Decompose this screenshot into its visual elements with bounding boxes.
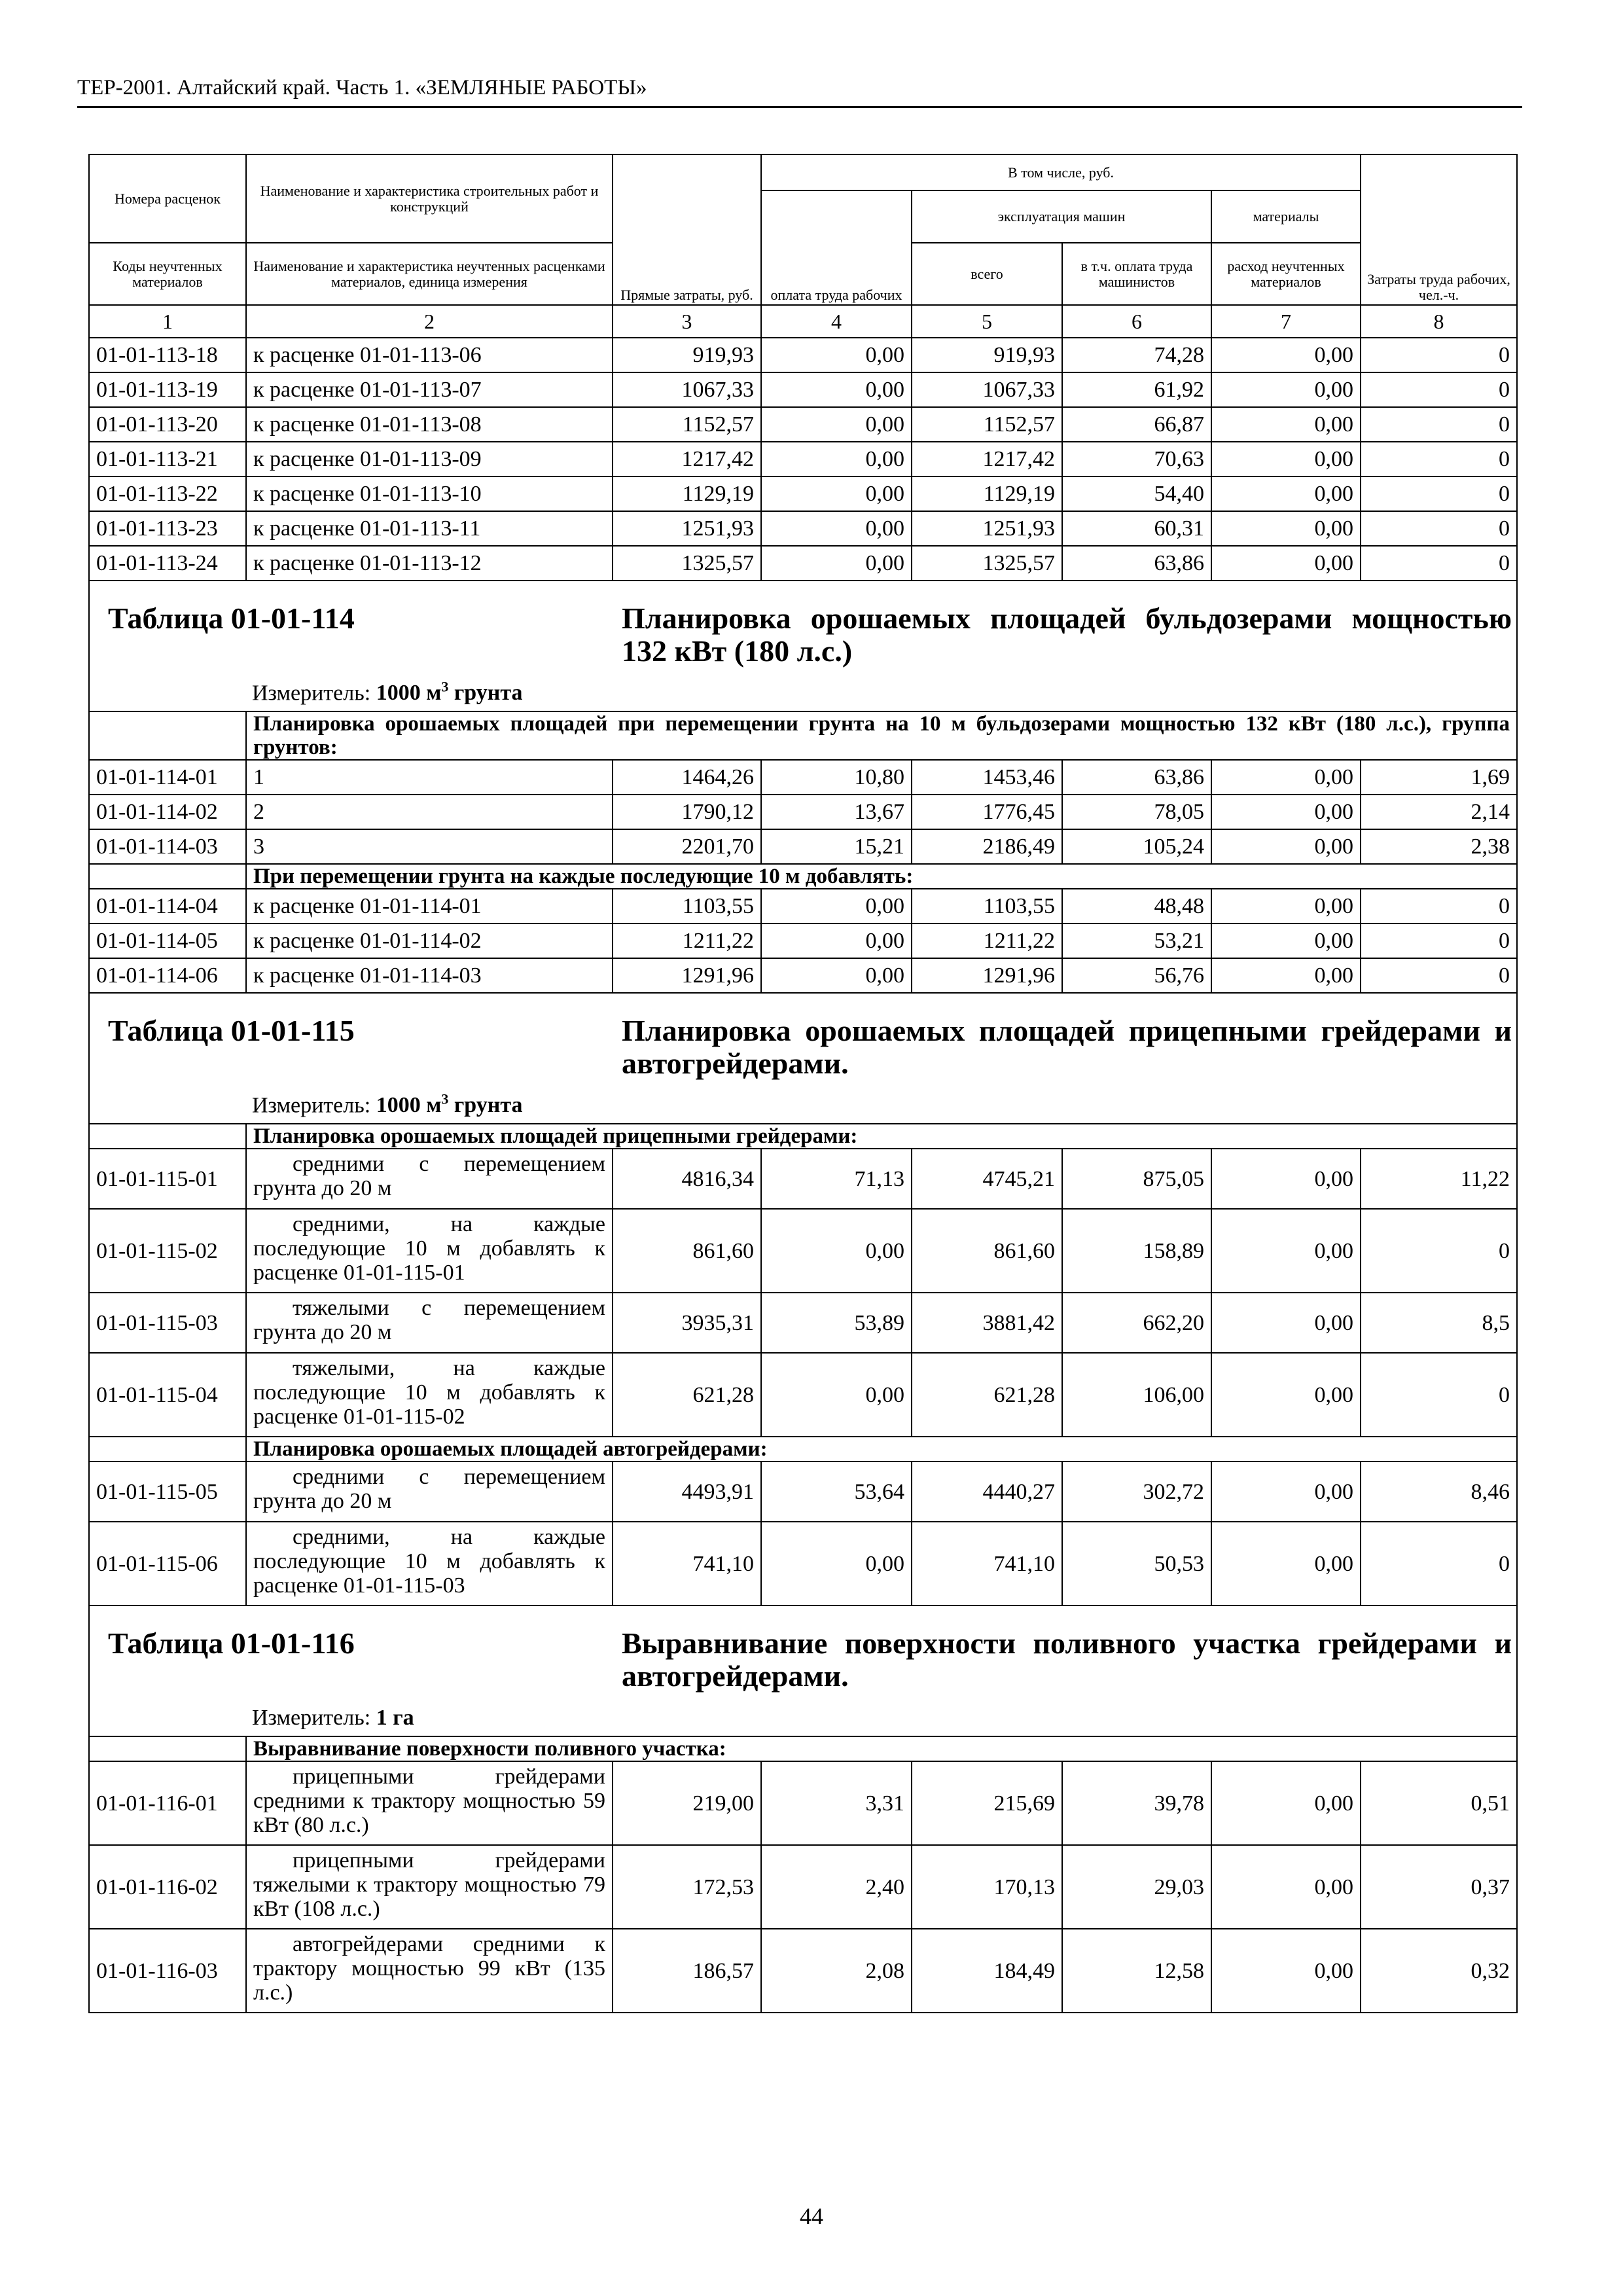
table-row [89,924,1517,958]
meter-value: 1 га [376,1706,414,1730]
rate-code: 01-01-114-03 [89,829,246,864]
materials-cell: 0,00 [1211,1522,1361,1605]
rate-code: 01-01-114-02 [89,795,246,829]
direct-cost-cell: 1211,22 [613,924,761,958]
machines-total-cell: 621,28 [912,1353,1062,1437]
col-number: 4 [761,305,912,338]
col-including: В том числе, руб. [761,154,1361,190]
table-description: Планировка орошаемых площадей прицепными грейдерами и автогрейдерами. [622,1014,1512,1080]
labor-cell: 2,14 [1361,795,1517,829]
machines-total-cell: 4440,27 [912,1462,1062,1522]
labor-cell: 0 [1361,442,1517,476]
materials-cell: 0,00 [1211,958,1361,993]
work-description: автогрейдерами средними к трактору мощностью 99 кВт (135 л.с.) [246,1929,613,2013]
col-material-codes: Коды неучтенных материалов [89,243,246,305]
labor-cell: 0,37 [1361,1845,1517,1929]
machines-wages-cell: 56,76 [1062,958,1211,993]
materials-cell: 0,00 [1211,889,1361,924]
col-work-name: Наименование и характеристика строительных работ и конструкций [246,154,613,243]
direct-cost-cell: 1067,33 [613,372,761,407]
machines-wages-cell: 63,86 [1062,546,1211,581]
materials-cell: 0,00 [1211,1929,1361,2013]
meter-label: Измеритель: [252,681,371,705]
col-material-names: Наименование и характеристика неучтенных расценками материалов, единица измерения [246,243,613,305]
table-row [89,1293,1517,1353]
machines-total-cell: 741,10 [912,1522,1062,1605]
materials-cell: 0,00 [1211,795,1361,829]
machines-wages-cell: 70,63 [1062,442,1211,476]
col-rate-numbers: Номера расценок [89,154,246,243]
machines-total-cell: 1103,55 [912,889,1062,924]
materials-cell: 0,00 [1211,546,1361,581]
labor-cell: 2,38 [1361,829,1517,864]
col-machines: эксплуатация машин [912,190,1211,243]
machines-wages-cell: 78,05 [1062,795,1211,829]
col-number: 3 [613,305,761,338]
machines-wages-cell: 54,40 [1062,476,1211,511]
materials-cell: 0,00 [1211,372,1361,407]
col-machines-total: всего [912,243,1062,305]
work-description: к расценке 01-01-113-07 [246,372,613,407]
rate-code: 01-01-113-22 [89,476,246,511]
machines-total-cell: 1067,33 [912,372,1062,407]
rate-code: 01-01-116-02 [89,1845,246,1929]
section-heading: Выравнивание поверхности поливного участка: [246,1736,1517,1761]
rate-code: 01-01-113-18 [89,338,246,372]
machines-total-cell: 1453,46 [912,760,1062,795]
wages-cell: 0,00 [761,407,912,442]
work-description: тяжелыми с перемещением грунта до 20 м [246,1293,613,1353]
rate-code: 01-01-115-02 [89,1209,246,1293]
materials-cell: 0,00 [1211,442,1361,476]
table-row [89,546,1517,581]
wages-cell: 0,00 [761,372,912,407]
machines-wages-cell: 66,87 [1062,407,1211,442]
meter-label: Измеритель: [252,1093,371,1117]
table-row [89,338,1517,372]
materials-cell: 0,00 [1211,1353,1361,1437]
col-labor: Затраты труда рабочих, чел.-ч. [1361,154,1517,305]
machines-total-cell: 3881,42 [912,1293,1062,1353]
section-heading: Планировка орошаемых площадей автогрейдерами: [246,1437,1517,1462]
labor-cell: 0 [1361,1209,1517,1293]
labor-cell: 0 [1361,511,1517,546]
wages-cell: 13,67 [761,795,912,829]
section-row [89,711,1517,760]
wages-cell: 0,00 [761,1353,912,1437]
materials-cell: 0,00 [1211,1462,1361,1522]
work-description: к расценке 01-01-114-03 [246,958,613,993]
machines-wages-cell: 106,00 [1062,1353,1211,1437]
wages-cell: 53,89 [761,1293,912,1353]
section-spacer [89,1736,246,1761]
table-row [89,476,1517,511]
machines-wages-cell: 302,72 [1062,1462,1211,1522]
work-description: средними, на каждые последующие 10 м добавлять к расценке 01-01-115-03 [246,1522,613,1605]
rate-code: 01-01-114-01 [89,760,246,795]
table-row [89,760,1517,795]
table-row [89,1761,1517,1845]
rate-code: 01-01-115-05 [89,1462,246,1522]
labor-cell: 8,46 [1361,1462,1517,1522]
machines-wages-cell: 48,48 [1062,889,1211,924]
labor-cell: 8,5 [1361,1293,1517,1353]
direct-cost-cell: 1251,93 [613,511,761,546]
work-description: к расценке 01-01-113-09 [246,442,613,476]
machines-wages-cell: 50,53 [1062,1522,1211,1605]
table-header-row [89,1605,1517,1736]
wages-cell: 0,00 [761,442,912,476]
direct-cost-cell: 1217,42 [613,442,761,476]
rate-code: 01-01-113-21 [89,442,246,476]
page-header: ТЕР-2001. Алтайский край. Часть 1. «ЗЕМЛЯНЫЕ РАБОТЫ» [77,73,1522,108]
direct-cost-cell: 1129,19 [613,476,761,511]
labor-cell: 0 [1361,889,1517,924]
machines-wages-cell: 662,20 [1062,1293,1211,1353]
table-title: Таблица 01-01-116 [108,1626,355,1660]
work-description: 1 [246,760,613,795]
wages-cell: 2,40 [761,1845,912,1929]
work-description: к расценке 01-01-114-01 [246,889,613,924]
labor-cell: 1,69 [1361,760,1517,795]
wages-cell: 53,64 [761,1462,912,1522]
col-materials-unaccounted: расход неучтенных материалов [1211,243,1361,305]
rate-code: 01-01-114-06 [89,958,246,993]
direct-cost-cell: 1152,57 [613,407,761,442]
materials-cell: 0,00 [1211,476,1361,511]
materials-cell: 0,00 [1211,1293,1361,1353]
machines-total-cell: 1217,42 [912,442,1062,476]
labor-cell: 0 [1361,958,1517,993]
machines-total-cell: 215,69 [912,1761,1062,1845]
table-row [89,1462,1517,1522]
table-row [89,829,1517,864]
materials-cell: 0,00 [1211,407,1361,442]
wages-cell: 0,00 [761,546,912,581]
labor-cell: 0,51 [1361,1761,1517,1845]
machines-total-cell: 170,13 [912,1845,1062,1929]
direct-cost-cell: 2201,70 [613,829,761,864]
machines-wages-cell: 63,86 [1062,760,1211,795]
section-row [89,864,1517,889]
wages-cell: 15,21 [761,829,912,864]
materials-cell: 0,00 [1211,1209,1361,1293]
materials-cell: 0,00 [1211,924,1361,958]
materials-cell: 0,00 [1211,1845,1361,1929]
work-description: средними с перемещением грунта до 20 м [246,1149,613,1209]
machines-total-cell: 1325,57 [912,546,1062,581]
meter-value: 1000 м [376,681,442,705]
rate-code: 01-01-114-05 [89,924,246,958]
machines-total-cell: 919,93 [912,338,1062,372]
materials-cell: 0,00 [1211,1761,1361,1845]
section-spacer [89,864,246,889]
labor-cell: 0 [1361,338,1517,372]
machines-wages-cell: 158,89 [1062,1209,1211,1293]
machines-wages-cell: 53,21 [1062,924,1211,958]
section-row [89,1736,1517,1761]
machines-total-cell: 1251,93 [912,511,1062,546]
machines-wages-cell: 875,05 [1062,1149,1211,1209]
rate-code: 01-01-115-01 [89,1149,246,1209]
materials-cell: 0,00 [1211,760,1361,795]
wages-cell: 10,80 [761,760,912,795]
section-heading: Планировка орошаемых площадей при перемещении грунта на 10 м бульдозерами мощностью 132 кВт (180 л.с.), группа грунтов: [246,711,1517,760]
rate-code: 01-01-116-03 [89,1929,246,2013]
table-row [89,1845,1517,1929]
machines-total-cell: 1776,45 [912,795,1062,829]
meter-value: 1000 м [376,1093,442,1117]
table-meter [252,1087,522,1118]
meter-unit: грунта [448,1093,523,1117]
materials-cell: 0,00 [1211,338,1361,372]
meter-unit: грунта [448,681,523,705]
rate-code: 01-01-113-23 [89,511,246,546]
table-row [89,1929,1517,2013]
col-machines-wages: в т.ч. оплата труда машинистов [1062,243,1211,305]
work-description: тяжелыми, на каждые последующие 10 м добавлять к расценке 01-01-115-02 [246,1353,613,1437]
table-row [89,407,1517,442]
labor-cell: 0,32 [1361,1929,1517,2013]
machines-wages-cell: 74,28 [1062,338,1211,372]
machines-total-cell: 1211,22 [912,924,1062,958]
direct-cost-cell: 3935,31 [613,1293,761,1353]
direct-cost-cell: 1291,96 [613,958,761,993]
machines-total-cell: 861,60 [912,1209,1062,1293]
wages-cell: 0,00 [761,338,912,372]
col-number: 7 [1211,305,1361,338]
work-description: 2 [246,795,613,829]
table-row [89,1522,1517,1605]
col-number: 5 [912,305,1062,338]
work-description: средними с перемещением грунта до 20 м [246,1462,613,1522]
table-row [89,372,1517,407]
table-meter [252,1706,414,1731]
table-meter [252,675,522,706]
work-description: 3 [246,829,613,864]
machines-wages-cell: 12,58 [1062,1929,1211,2013]
table-row [89,889,1517,924]
section-row [89,1124,1517,1149]
col-number: 1 [89,305,246,338]
col-number: 2 [246,305,613,338]
direct-cost-cell: 741,10 [613,1522,761,1605]
direct-cost-cell: 186,57 [613,1929,761,2013]
wages-cell: 0,00 [761,924,912,958]
wages-cell: 0,00 [761,889,912,924]
direct-cost-cell: 861,60 [613,1209,761,1293]
machines-total-cell: 1152,57 [912,407,1062,442]
table-row [89,442,1517,476]
section-heading: Планировка орошаемых площадей прицепными грейдерами: [246,1124,1517,1149]
work-description: к расценке 01-01-113-06 [246,338,613,372]
section-spacer [89,711,246,760]
meter-label: Измеритель: [252,1706,371,1730]
table-header-row [89,993,1517,1124]
direct-cost-cell: 4493,91 [613,1462,761,1522]
direct-cost-cell: 919,93 [613,338,761,372]
rate-code: 01-01-115-04 [89,1353,246,1437]
section-spacer [89,1437,246,1462]
labor-cell: 0 [1361,546,1517,581]
materials-cell: 0,00 [1211,1149,1361,1209]
machines-wages-cell: 29,03 [1062,1845,1211,1929]
machines-total-cell: 1291,96 [912,958,1062,993]
table-heading [89,581,1517,711]
wages-cell: 0,00 [761,1522,912,1605]
col-number: 6 [1062,305,1211,338]
work-description: средними, на каждые последующие 10 м добавлять к расценке 01-01-115-01 [246,1209,613,1293]
col-materials: материалы [1211,190,1361,243]
machines-wages-cell: 61,92 [1062,372,1211,407]
table-title: Таблица 01-01-115 [108,1014,355,1047]
wages-cell: 2,08 [761,1929,912,2013]
rate-code: 01-01-116-01 [89,1761,246,1845]
direct-cost-cell: 172,53 [613,1845,761,1929]
meter-superscript: 3 [441,1090,449,1107]
labor-cell: 0 [1361,1522,1517,1605]
materials-cell: 0,00 [1211,511,1361,546]
direct-cost-cell: 1103,55 [613,889,761,924]
table-description: Выравнивание поверхности поливного участка грейдерами и автогрейдерами. [622,1626,1512,1693]
rate-code: 01-01-115-06 [89,1522,246,1605]
work-description: к расценке 01-01-113-08 [246,407,613,442]
machines-wages-cell: 60,31 [1062,511,1211,546]
table-row [89,1209,1517,1293]
wages-cell: 0,00 [761,958,912,993]
table-row [89,795,1517,829]
labor-cell: 11,22 [1361,1149,1517,1209]
work-description: прицепными грейдерами тяжелыми к трактору мощностью 79 кВт (108 л.с.) [246,1845,613,1929]
rate-code: 01-01-115-03 [89,1293,246,1353]
section-row [89,1437,1517,1462]
table-title: Таблица 01-01-114 [108,601,355,635]
materials-cell: 0,00 [1211,829,1361,864]
machines-total-cell: 4745,21 [912,1149,1062,1209]
col-number: 8 [1361,305,1517,338]
table-description: Планировка орошаемых площадей бульдозерами мощностью 132 кВт (180 л.с.) [622,601,1512,668]
direct-cost-cell: 4816,34 [613,1149,761,1209]
table-row [89,511,1517,546]
work-description: к расценке 01-01-113-10 [246,476,613,511]
labor-cell: 0 [1361,407,1517,442]
table-row [89,1149,1517,1209]
direct-cost-cell: 621,28 [613,1353,761,1437]
direct-cost-cell: 1325,57 [613,546,761,581]
wages-cell: 3,31 [761,1761,912,1845]
direct-cost-cell: 219,00 [613,1761,761,1845]
col-wages: оплата труда рабочих [761,190,912,305]
machines-total-cell: 2186,49 [912,829,1062,864]
wages-cell: 0,00 [761,1209,912,1293]
section-spacer [89,1124,246,1149]
work-description: к расценке 01-01-113-11 [246,511,613,546]
labor-cell: 0 [1361,476,1517,511]
machines-wages-cell: 39,78 [1062,1761,1211,1845]
wages-cell: 0,00 [761,511,912,546]
meter-superscript: 3 [441,678,449,695]
section-heading: При перемещении грунта на каждые последующие 10 м добавлять: [246,864,1517,889]
table-row [89,1353,1517,1437]
table-heading [89,993,1517,1124]
labor-cell: 0 [1361,1353,1517,1437]
labor-cell: 0 [1361,372,1517,407]
rates-table [88,154,1518,2013]
wages-cell: 0,00 [761,476,912,511]
rate-code: 01-01-113-19 [89,372,246,407]
table-header-row [89,581,1517,711]
work-description: к расценке 01-01-114-02 [246,924,613,958]
col-direct-costs: Прямые затраты, руб. [613,154,761,305]
page-number: 44 [800,2203,823,2229]
work-description: прицепными грейдерами средними к трактору мощностью 59 кВт (80 л.с.) [246,1761,613,1845]
table-heading [89,1605,1517,1736]
direct-cost-cell: 1464,26 [613,760,761,795]
machines-wages-cell: 105,24 [1062,829,1211,864]
direct-cost-cell: 1790,12 [613,795,761,829]
wages-cell: 71,13 [761,1149,912,1209]
column-numbers-row [89,305,1517,338]
table-row [89,958,1517,993]
rate-code: 01-01-114-04 [89,889,246,924]
rate-code: 01-01-113-20 [89,407,246,442]
work-description: к расценке 01-01-113-12 [246,546,613,581]
machines-total-cell: 1129,19 [912,476,1062,511]
machines-total-cell: 184,49 [912,1929,1062,2013]
labor-cell: 0 [1361,924,1517,958]
rate-code: 01-01-113-24 [89,546,246,581]
